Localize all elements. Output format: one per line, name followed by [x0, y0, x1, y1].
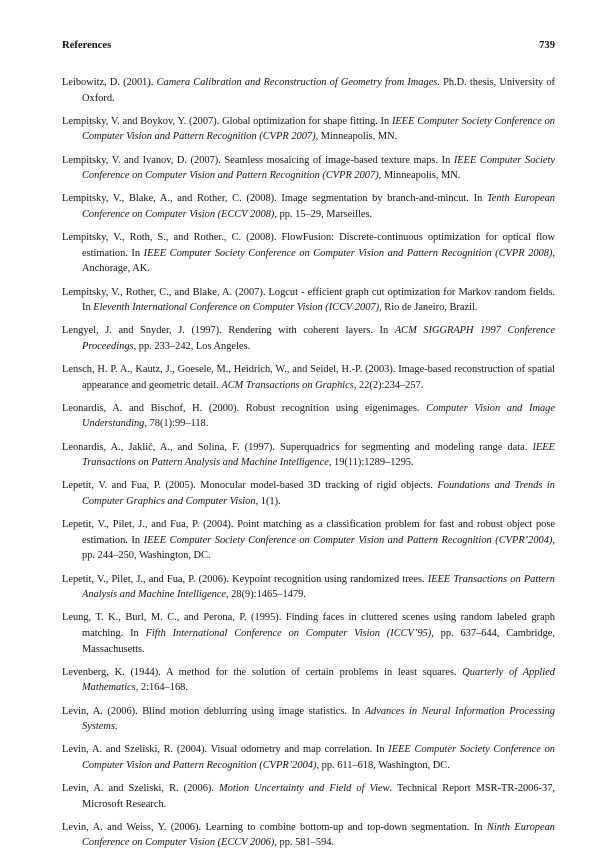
reference-authors: Lensch, H. P. A., Kautz, J., Goesele, M., Heidrich, W., and Seidel, H.-P. (2003). Image-based reconstruction of spatial appearance and geometric detail.	[62, 364, 555, 391]
reference-venue: Fifth International Conference on Computer Vision (ICCV’95)	[145, 627, 432, 639]
reference-venue: Foundations and Trends in Computer Graphics and Computer Vision	[82, 480, 555, 507]
reference-details: , 19(11):1289–1295.	[328, 457, 414, 469]
reference-authors: Lepetit, V., Pilet, J., and Fua, P. (2004). Point matching as a classification problem for fast and robust object pose estimation. In	[62, 519, 555, 546]
reference-entry	[62, 820, 555, 851]
reference-authors: Leung, T. K., Burl, M. C., and Perona, P. (1995). Finding faces in cluttered scenes using random labeled graph matching. In	[62, 612, 555, 639]
reference-authors: Leibowitz, D. (2001).	[62, 77, 154, 88]
reference-entry	[62, 781, 555, 812]
page-header	[62, 39, 555, 52]
reference-details: , Minneapolis, MN.	[378, 170, 461, 182]
reference-venue: ACM SIGGRAPH 1997 Conference Proceedings	[82, 325, 555, 352]
reference-entry	[62, 401, 555, 432]
reference-details: .	[114, 721, 118, 733]
reference-entry	[62, 114, 555, 145]
reference-authors: Lempitsky, V. and Ivanov, D. (2007). Seamless mosaicing of image-based texture maps. In	[62, 154, 451, 166]
reference-details: , 78(1):99–118.	[144, 418, 209, 430]
reference-authors: Lempitsky, V., Rother, C., and Blake, A. (2007). Logcut - efficient graph cut optimization for Markov random fields. In	[62, 286, 555, 314]
reference-authors: Lepetit, V., Pilet, J., and Fua, P. (2006). Keypoint recognition using randomized trees.	[62, 573, 425, 585]
reference-details: , 28(9):1465–1479.	[225, 589, 306, 601]
reference-venue: IEEE Computer Society Conference on Computer Vision and Pattern Recognition (CVPR’2004)	[143, 534, 553, 546]
reference-details: , pp. 233–242, Los Angeles.	[133, 340, 251, 352]
reference-authors: Levin, A. and Szeliski, R. (2004). Visual odometry and map correlation. In	[62, 744, 385, 756]
reference-venue: IEEE Transactions on Pattern Analysis and Machine Intelligence	[82, 441, 555, 469]
reference-details: , 1(1).	[255, 496, 281, 507]
reference-authors: Lempitsky, V., Roth, S., and Rother., C. (2008). FlowFusion: Discrete-continuous optimization for optical flow estimation. In	[62, 232, 555, 259]
reference-authors: Leonardis, A. and Bischof, H. (2000). Robust recognition using eigenimages.	[62, 402, 420, 414]
reference-authors: Leonardis, A., Jaklič, A., and Solina, F. (1997). Superquadrics for segmenting and modeling range data.	[62, 441, 528, 453]
reference-entry	[62, 153, 555, 184]
reference-entry	[62, 704, 555, 735]
reference-entry	[62, 75, 555, 106]
reference-venue: Motion Uncertainty and Field of View	[219, 783, 390, 795]
reference-authors: Levin, A. and Szeliski, R. (2006).	[62, 783, 214, 795]
page-number: 739	[539, 40, 555, 51]
reference-venue: Advances in Neural Information Processing Systems	[82, 705, 555, 733]
reference-details: , 22(2):234–257.	[353, 379, 424, 391]
reference-entry	[62, 440, 555, 471]
reference-venue: ACM Transactions on Graphics	[221, 379, 354, 391]
reference-entry	[62, 742, 555, 773]
reference-entry	[62, 517, 555, 564]
reference-details: Ph.D. thesis, University of Oxford.	[82, 77, 555, 104]
reference-entry	[62, 610, 555, 657]
reference-authors: Levenberg, K. (1944). A method for the solution of certain problems in least squares.	[62, 666, 457, 678]
reference-entry	[62, 191, 555, 222]
reference-authors: Lempitsky, V. and Boykov, Y. (2007). Global optimization for shape fitting. In	[62, 115, 390, 127]
reference-authors: Lempitsky, V., Blake, A., and Rother, C. (2008). Image segmentation by branch-and-mincut. In	[62, 193, 483, 205]
reference-entry	[62, 362, 555, 393]
reference-details: , pp. 244–250, Washington, DC.	[82, 534, 555, 562]
reference-details: , pp. 611–618, Washington, DC.	[316, 759, 450, 771]
reference-details: , 2:164–168.	[135, 682, 188, 694]
reference-venue: Quarterly of Applied Mathematics	[82, 666, 556, 694]
reference-authors: Levin, A. (2006). Blind motion deblurring using image statistics. In	[62, 705, 361, 717]
reference-venue: Computer Vision and Image Understanding	[82, 402, 555, 430]
reference-venue: Camera Calibration and Reconstruction of Geometry from Images.	[156, 77, 440, 88]
running-title: References	[62, 40, 112, 51]
reference-venue: Tenth European Conference on Computer Vision (ECCV 2008)	[82, 193, 555, 220]
reference-authors: Lengyel, J. and Snyder, J. (1997). Rendering with coherent layers. In	[62, 325, 389, 337]
reference-venue: IEEE Computer Society Conference on Computer Vision and Pattern Recognition (CVPR’2004)	[82, 744, 555, 771]
reference-entry	[62, 285, 555, 316]
reference-venue: IEEE Transactions on Pattern Analysis and Machine Intelligence	[82, 573, 555, 601]
reference-details: , Anchorage, AK.	[82, 247, 555, 275]
reference-venue: IEEE Computer Society Conference on Computer Vision and Pattern Recognition (CVPR 2007)	[82, 115, 556, 143]
reference-authors: Lepetit, V. and Fua, P. (2005). Monocular model-based 3D tracking of rigid objects.	[62, 480, 433, 492]
reference-details: , pp. 15–29, Marseilles.	[274, 208, 373, 220]
reference-entry	[62, 665, 555, 696]
reference-details: , pp. 581–594.	[274, 837, 335, 849]
reference-venue: IEEE Computer Society Conference on Computer Vision and Pattern Recognition (CVPR 2008)	[143, 247, 553, 259]
reference-details: , Minneapolis, MN.	[315, 131, 398, 143]
reference-venue: Ninth European Conference on Computer Vision (ECCV 2006)	[82, 821, 556, 849]
reference-details: , pp. 637–644, Cambridge, Massachusetts.	[82, 627, 555, 655]
reference-entry	[62, 478, 555, 509]
reference-list	[62, 75, 555, 859]
reference-details: . Technical Report MSR-TR-2006-37, Microsoft Research.	[82, 783, 556, 810]
reference-venue: Eleventh International Conference on Computer Vision (ICCV 2007)	[93, 302, 380, 314]
reference-venue: IEEE Computer Society Conference on Computer Vision and Pattern Recognition (CVPR 2007)	[82, 154, 556, 182]
reference-details: , Rio de Janeiro, Brazil.	[379, 302, 478, 314]
reference-authors: Levin, A. and Weiss, Y. (2006). Learning to combine bottom-up and top-down segmentation. In	[62, 821, 483, 833]
reference-entry	[62, 572, 555, 603]
reference-entry	[62, 230, 555, 277]
reference-entry	[62, 323, 555, 354]
